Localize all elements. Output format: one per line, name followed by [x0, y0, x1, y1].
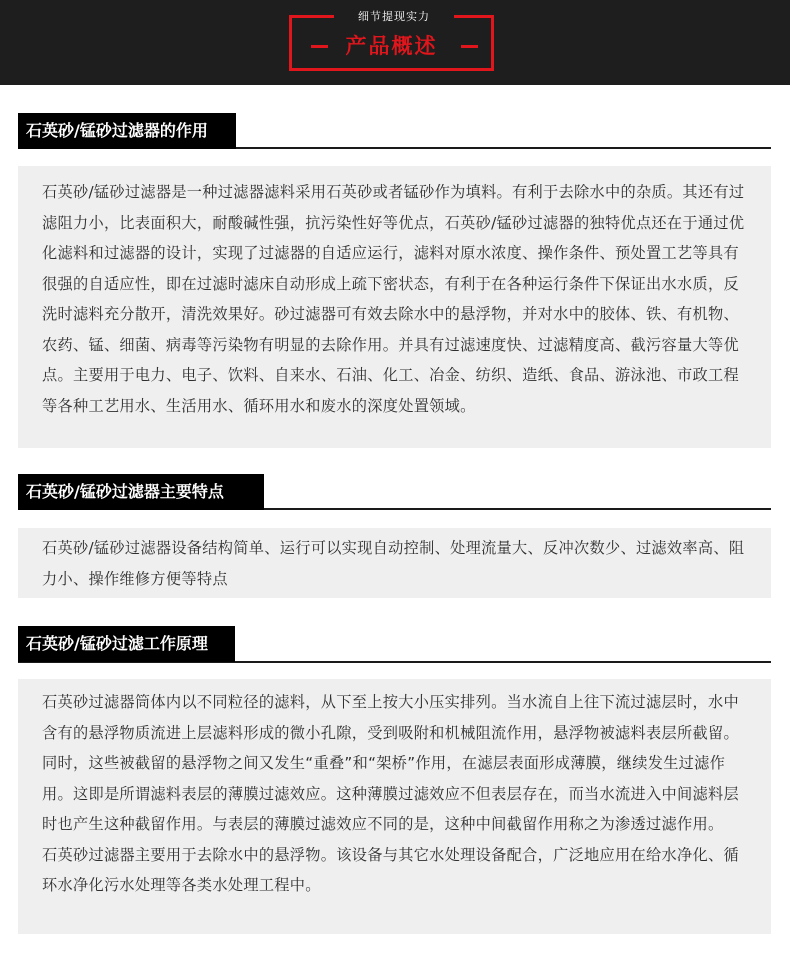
- section-3-panel: [18, 679, 771, 934]
- section-3-title: 石英砂/锰砂过滤工作原理: [18, 626, 235, 662]
- section-2-paragraph-1: 石英砂/锰砂过滤器设备结构简单、运行可以实现自动控制、处理流量大、反冲次数少、过滤效率高、阻力小、操作维修方便等特点: [42, 539, 745, 588]
- section-2-panel: [18, 528, 771, 598]
- section-2-title: 石英砂/锰砂过滤器主要特点: [18, 474, 264, 510]
- title-dash-right: [461, 45, 478, 48]
- banner-subtitle: 细节提现实力: [334, 6, 454, 28]
- header-banner: [0, 0, 790, 85]
- section-1-paragraph-1: 石英砂/锰砂过滤器是一种过滤器滤料采用石英砂或者锰砂作为填料。有利于去除水中的杂质。其还有过滤阻力小，比表面积大，耐酸碱性强，抗污染性好等优点，石英砂/锰砂过滤器的独特优点还在于通过优化滤料和过滤器的设计，实现了过滤器的自适应运行，滤料对原水浓度、操作条件、预处置工艺等具有很强的自适应性，即在过滤时滤床自动形成上疏下密状态，有利于在各种运行条件下保证出水水质，反洗时滤料充分散开，清洗效果好。砂过滤器可有效去除水中的悬浮物，并对水中的胶体、铁、有机物、农药、锰、细菌、病毒等污染物有明显的去除作用。并具有过滤速度快、过滤精度高、截污容量大等优点。主要用于电力、电子、饮料、自来水、石油、化工、冶金、纺织、造纸、食品、游泳池、市政工程等各种工艺用水、生活用水、循环用水和废水的深度处置领域。: [42, 183, 745, 415]
- banner-title: 产品概述: [345, 34, 438, 58]
- section-1-title: 石英砂/锰砂过滤器的作用: [18, 113, 236, 149]
- section-3-paragraph-1: 石英砂过滤器筒体内以不同粒径的滤料，从下至上按大小压实排列。当水流自上往下流过滤层时，水中含有的悬浮物质流进上层滤料形成的微小孔隙，受到吸附和机械阻流作用，悬浮物被滤料表层所截留。同时，这些被截留的悬浮物之间又发生“重叠”和“架桥”作用，在滤层表面形成薄膜，继续发生过滤作用。这即是所谓滤料表层的薄膜过滤效应。这种薄膜过滤效应不但表层存在，而当水流进入中间滤料层时也产生这种截留作用。与表层的薄膜过滤效应不同的是，这种中间截留作用称之为渗透过滤作用。: [42, 693, 739, 833]
- section-1-panel: [18, 166, 771, 448]
- section-3-paragraph-2: 石英砂过滤器主要用于去除水中的悬浮物。该设备与其它水处理设备配合，广泛地应用在给水净化、循环水净化污水处理等各类水处理工程中。: [42, 845, 739, 894]
